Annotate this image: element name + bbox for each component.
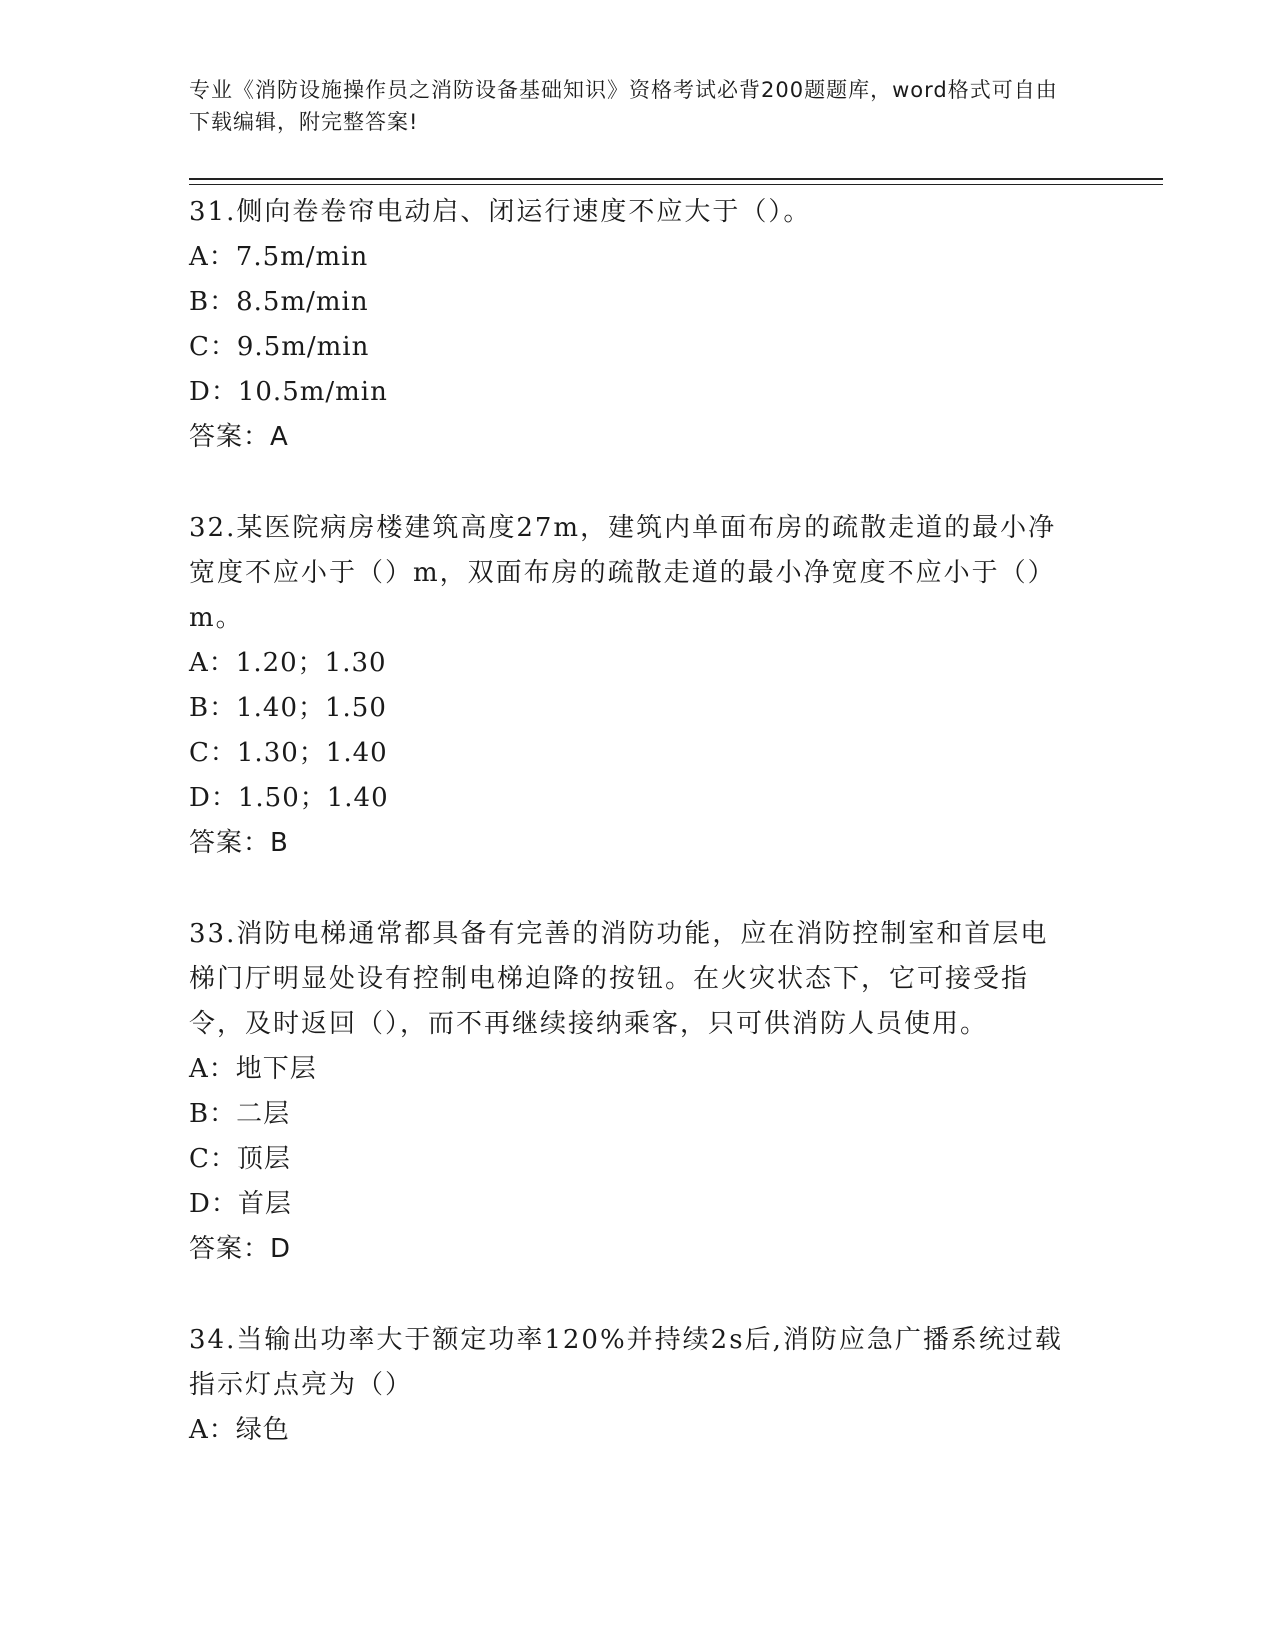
question-stem: 31.侧向卷卷帘电动启、闭运行速度不应大于（）。 (189, 197, 812, 227)
question-list (189, 190, 1069, 1499)
option-d: D：1.50；1.40 (189, 783, 389, 813)
question-stem: 33.消防电梯通常都具备有完善的消防功能，应在消防控制室和首层电梯门厅明显处设有控制电梯迫降的按钮。在火灾状态下，它可接受指令，及时返回（），而不再继续接纳乘客，只可供消防人员使用。 (189, 919, 1049, 1039)
question-34 (189, 1318, 1069, 1453)
header-divider-thick (189, 178, 1163, 180)
option-c: C：顶层 (189, 1144, 291, 1174)
document-header: 专业《消防设施操作员之消防设备基础知识》资格考试必背200题题库，word格式可自由下载编辑，附完整答案! (189, 78, 1058, 134)
question-31 (189, 190, 1069, 460)
question-32 (189, 506, 1069, 866)
option-d: D：10.5m/min (189, 377, 388, 407)
option-b: B：8.5m/min (189, 287, 369, 317)
option-b: B：1.40；1.50 (189, 693, 387, 723)
question-stem: 34.当输出功率大于额定功率120%并持续2s后,消防应急广播系统过载指示灯点亮为（） (189, 1325, 1063, 1400)
answer-label: 答案：D (189, 1234, 292, 1264)
option-c: C：9.5m/min (189, 332, 370, 362)
option-a: A：1.20；1.30 (189, 648, 387, 678)
option-a: A：7.5m/min (189, 242, 369, 272)
answer-label: 答案：B (189, 828, 289, 858)
option-c: C：1.30；1.40 (189, 738, 388, 768)
question-stem: 32.某医院病房楼建筑高度27m，建筑内单面布房的疏散走道的最小净宽度不应小于（）m，双面布房的疏散走道的最小净宽度不应小于（）m。 (189, 513, 1057, 633)
header-divider-thin (189, 184, 1163, 185)
answer-label: 答案：A (189, 422, 289, 452)
option-a: A：地下层 (189, 1054, 317, 1084)
option-a: A：绿色 (189, 1415, 290, 1445)
option-d: D：首层 (189, 1189, 292, 1219)
option-b: B：二层 (189, 1099, 291, 1129)
question-33 (189, 912, 1069, 1272)
